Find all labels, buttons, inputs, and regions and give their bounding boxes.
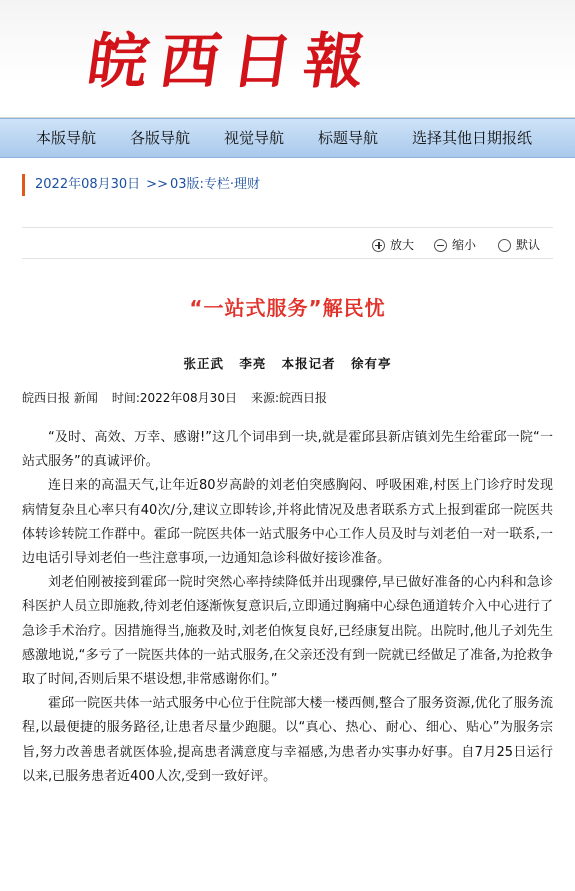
nav-item-headlines[interactable]: 标题导航	[318, 129, 379, 147]
zoom-enlarge-button[interactable]	[372, 236, 414, 254]
breadcrumb	[22, 174, 260, 196]
nav-bar	[0, 118, 575, 158]
article-byline: 张正武 李亮 本报记者 徐有亭	[183, 356, 392, 371]
zoom-enlarge-label: 放大	[390, 238, 415, 252]
newspaper-logo: 皖西日報	[83, 27, 381, 97]
article-source-name: 皖西日报 新闻	[22, 391, 98, 405]
zoom-default-button[interactable]	[498, 236, 540, 254]
plus-circle-icon	[372, 239, 385, 252]
divider	[22, 227, 553, 228]
minus-circle-icon	[434, 239, 447, 252]
radio-circle-icon	[498, 239, 511, 252]
article-time: 时间:2022年08月30日	[111, 391, 237, 405]
article-paragraph: 刘老伯刚被接到霍邱一院时突然心率持续降低并出现骤停,早已做好准备的心内科和急诊科医护人员立即施救,待刘老伯逐渐恢复意识后,立即通过胸痛中心绿色通道转介入中心进行了急诊手术治疗。因措施得当,施救及时,刘老伯恢复良好,已经康复出院。出院时,他儿子刘先生感激地说,“多亏了一院医共体的一站式服务,在父亲还没有到一院就已经做足了准备,为抢救争取了时间,否则后果不堪设想,非常感谢你们。”	[22, 575, 553, 688]
article-paragraph: “及时、高效、万幸、感谢!”这几个词串到一块,就是霍邱县新店镇刘先生给霍邱一院“一站式服务”的真诚评价。	[22, 430, 553, 470]
zoom-default-label: 默认	[516, 238, 541, 252]
article-origin: 来源:皖西日报	[250, 391, 327, 405]
article-meta	[22, 389, 341, 406]
nav-item-this-page[interactable]: 本版导航	[36, 129, 97, 147]
zoom-shrink-label: 缩小	[452, 238, 477, 252]
article-title: “一站式服务”解民忧	[189, 296, 386, 320]
masthead	[0, 0, 575, 118]
breadcrumb-section[interactable]: 03版:专栏·理财	[169, 177, 261, 192]
nav-item-all-pages[interactable]: 各版导航	[130, 129, 191, 147]
zoom-controls	[0, 236, 575, 254]
zoom-shrink-button[interactable]	[434, 236, 476, 254]
article-paragraph: 霍邱一院医共体一站式服务中心位于住院部大楼一楼西侧,整合了服务资源,优化了服务流程,以最便捷的服务路径,让患者尽量少跑腿。以“真心、热心、耐心、细心、贴心”为服务宗旨,努力改善患者就医体验,提高患者满意度与幸福感,为患者办实事办好事。自7月25日运行以来,已服务患者近400人次,受到一致好评。	[22, 696, 553, 784]
divider	[22, 258, 553, 259]
article-body	[22, 426, 553, 789]
article-paragraph: 连日来的高温天气,让年近80岁高龄的刘老伯突感胸闷、呼吸困难,村医上门诊疗时发现病情复杂且心率只有40次/分,建议立即转诊,并将此情况及患者联系方式上报到霍邱一院医共体转诊转院工作群中。霍邱一院医共体一站式服务中心工作人员及时与刘老伯一对一联系,一边电话引导刘老伯一些注意事项,一边通知急诊科做好接诊准备。	[22, 478, 553, 567]
nav-item-visual[interactable]: 视觉导航	[224, 129, 285, 147]
breadcrumb-separator: >>	[146, 177, 168, 192]
breadcrumb-date[interactable]: 2022年08月30日	[35, 177, 141, 192]
nav-item-other-dates[interactable]: 选择其他日期报纸	[412, 129, 533, 147]
